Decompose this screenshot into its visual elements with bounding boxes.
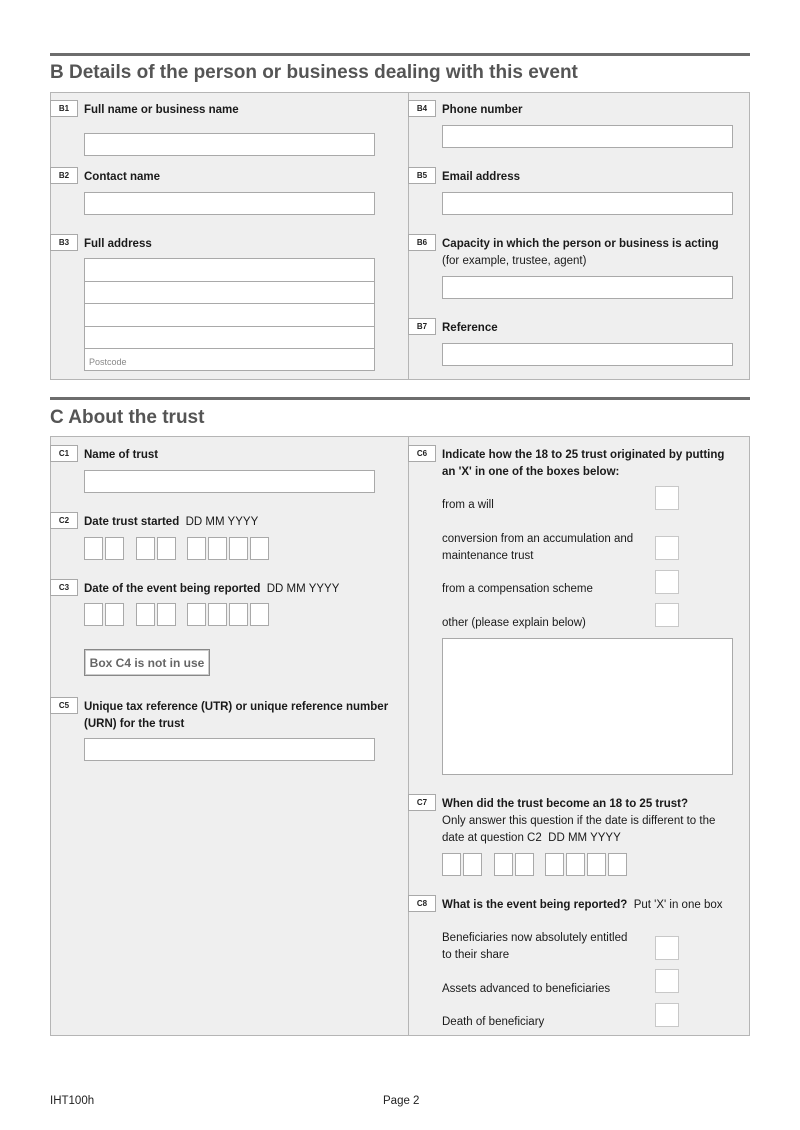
- c6-option-will: from a will: [442, 499, 494, 511]
- c2-year-1[interactable]: [187, 537, 206, 560]
- c7-hint-line1: Only answer this question if the date is different to the: [442, 815, 716, 827]
- b7-tag: B7: [408, 318, 436, 335]
- c3-year-4[interactable]: [250, 603, 269, 626]
- c6-option-conversion-line1: conversion from an accumulation and: [442, 533, 634, 545]
- c2-year-3[interactable]: [229, 537, 248, 560]
- utr-input[interactable]: [84, 738, 375, 761]
- c6-other-explanation-textarea[interactable]: [442, 638, 733, 775]
- b1-tag: B1: [50, 100, 78, 117]
- page-number: Page 2: [383, 1095, 420, 1107]
- c8-advanced-checkbox[interactable]: [655, 969, 679, 993]
- c7-tag: C7: [408, 794, 436, 811]
- b3-label: Full address: [84, 238, 152, 250]
- phone-number-input[interactable]: [442, 125, 733, 148]
- c7-month-2[interactable]: [515, 853, 534, 876]
- c3-tag: C3: [50, 579, 78, 596]
- c8-hint: Put 'X' in one box: [633, 899, 723, 911]
- form-code: IHT100h: [50, 1095, 95, 1107]
- c5-label-line2: (URN) for the trust: [84, 718, 185, 730]
- c7-year-4[interactable]: [608, 853, 627, 876]
- c3-label: Date of the event being reported: [84, 583, 261, 595]
- c3-year-3[interactable]: [229, 603, 248, 626]
- c1-label: Name of trust: [84, 449, 159, 461]
- b2-label: Contact name: [84, 171, 161, 183]
- c8-option-entitled-line2: to their share: [442, 949, 510, 961]
- c7-day-2[interactable]: [463, 853, 482, 876]
- c6-option-conversion-line2: maintenance trust: [442, 550, 534, 562]
- c8-tag: C8: [408, 895, 436, 912]
- c6-will-checkbox[interactable]: [655, 486, 679, 510]
- b2-tag: B2: [50, 167, 78, 184]
- c7-format: DD MM YYYY: [548, 832, 621, 844]
- capacity-input[interactable]: [442, 276, 733, 299]
- c6-conversion-checkbox[interactable]: [655, 536, 679, 560]
- b3-tag: B3: [50, 234, 78, 251]
- c7-year-1[interactable]: [545, 853, 564, 876]
- section-c-divider: [408, 436, 409, 1036]
- c8-death-checkbox[interactable]: [655, 1003, 679, 1027]
- reference-input[interactable]: [442, 343, 733, 366]
- b6-label: Capacity in which the person or business is acting: [442, 238, 719, 250]
- c3-month-1[interactable]: [136, 603, 155, 626]
- c5-tag: C5: [50, 697, 78, 714]
- full-name-input[interactable]: [84, 133, 375, 156]
- c3-month-2[interactable]: [157, 603, 176, 626]
- c1-tag: C1: [50, 445, 78, 462]
- contact-name-input[interactable]: [84, 192, 375, 215]
- c2-month-2[interactable]: [157, 537, 176, 560]
- c8-option-entitled-line1: Beneficiaries now absolutely entitled: [442, 932, 628, 944]
- c7-hint-line2: date at question C2: [442, 832, 542, 844]
- b1-label: Full name or business name: [84, 104, 239, 116]
- c6-option-compensation: from a compensation scheme: [442, 583, 593, 595]
- c3-day-1[interactable]: [84, 603, 103, 626]
- c8-entitled-checkbox[interactable]: [655, 936, 679, 960]
- b5-tag: B5: [408, 167, 436, 184]
- b6-tag: B6: [408, 234, 436, 251]
- c3-format: DD MM YYYY: [266, 583, 340, 595]
- c6-label-line2: an 'X' in one of the boxes below:: [442, 466, 620, 478]
- c3-year-2[interactable]: [208, 603, 227, 626]
- c6-compensation-checkbox[interactable]: [655, 570, 679, 594]
- b5-label: Email address: [442, 171, 520, 183]
- b6-hint: (for example, trustee, agent): [442, 255, 587, 267]
- c2-day-1[interactable]: [84, 537, 103, 560]
- c2-year-2[interactable]: [208, 537, 227, 560]
- c4-not-in-use-note: Box C4 is not in use: [84, 649, 210, 676]
- c7-year-2[interactable]: [566, 853, 585, 876]
- section-c-title: C About the trust: [50, 407, 205, 428]
- section-b-title: B Details of the person or business dealing with this event: [50, 62, 578, 83]
- c6-other-checkbox[interactable]: [655, 603, 679, 627]
- c8-option-death: Death of beneficiary: [442, 1016, 545, 1028]
- c7-month-1[interactable]: [494, 853, 513, 876]
- full-address-input[interactable]: [84, 258, 375, 371]
- c6-tag: C6: [408, 445, 436, 462]
- c7-label: When did the trust become an 18 to 25 trust?: [442, 798, 689, 810]
- trust-name-input[interactable]: [84, 470, 375, 493]
- c2-format: DD MM YYYY: [185, 516, 259, 528]
- b4-tag: B4: [408, 100, 436, 117]
- section-b-rule: [50, 53, 750, 56]
- c6-label-line1: Indicate how the 18 to 25 trust originated by putting: [442, 449, 725, 461]
- c8-option-advanced: Assets advanced to beneficiaries: [442, 983, 611, 995]
- c2-label: Date trust started: [84, 516, 180, 528]
- c7-year-3[interactable]: [587, 853, 606, 876]
- c2-tag: C2: [50, 512, 78, 529]
- c6-option-other: other (please explain below): [442, 617, 586, 629]
- b4-label: Phone number: [442, 104, 523, 116]
- c3-year-1[interactable]: [187, 603, 206, 626]
- section-c-rule: [50, 397, 750, 400]
- b7-label: Reference: [442, 322, 498, 334]
- c2-year-4[interactable]: [250, 537, 269, 560]
- c5-label-line1: Unique tax reference (UTR) or unique reference number: [84, 701, 389, 713]
- email-address-input[interactable]: [442, 192, 733, 215]
- c8-label: What is the event being reported?: [442, 899, 628, 911]
- postcode-placeholder: Postcode: [89, 357, 127, 367]
- c3-day-2[interactable]: [105, 603, 124, 626]
- c2-month-1[interactable]: [136, 537, 155, 560]
- c7-day-1[interactable]: [442, 853, 461, 876]
- c2-day-2[interactable]: [105, 537, 124, 560]
